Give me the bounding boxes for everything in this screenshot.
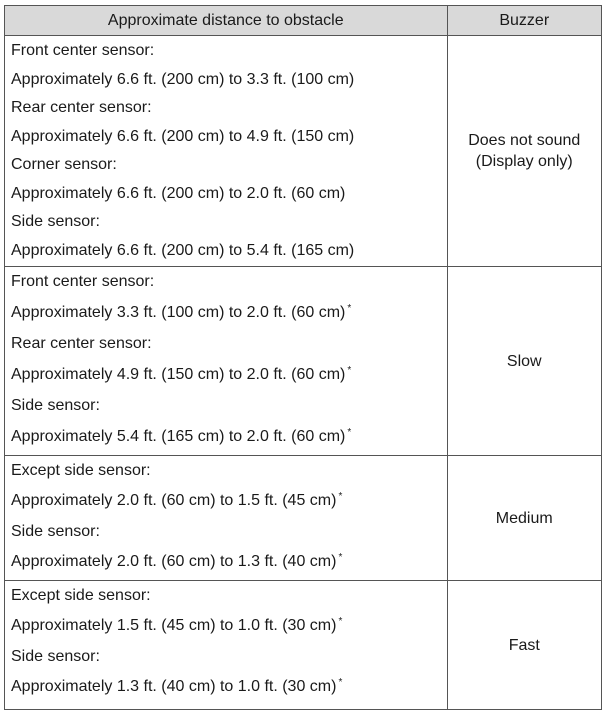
header-buzzer: Buzzer	[447, 6, 601, 36]
sensor-label: Side sensor:	[11, 522, 100, 540]
table-row	[5, 267, 602, 456]
distance-range: Approximately 4.9 ft. (150 cm) to 2.0 ft. (60 cm) *	[11, 364, 352, 383]
sensor-label: Front center sensor:	[11, 273, 155, 290]
footnote-mark: *	[338, 676, 343, 688]
distance-range: Approximately 6.6 ft. (200 cm) to 4.9 ft. (150 cm)	[11, 127, 355, 145]
footnote-mark: *	[338, 551, 343, 563]
footnote-mark: *	[338, 615, 343, 627]
footnote-mark: *	[347, 364, 352, 376]
footnote-mark: *	[338, 490, 343, 502]
sensor-label: Side sensor:	[11, 397, 100, 414]
sensor-label: Rear center sensor:	[11, 99, 152, 116]
table-row	[5, 456, 602, 581]
distance-cell	[5, 36, 448, 267]
distance-range: Approximately 3.3 ft. (100 cm) to 2.0 ft. (60 cm) *	[11, 302, 352, 321]
distance-range: Approximately 2.0 ft. (60 cm) to 1.3 ft. (40 cm) *	[11, 551, 343, 570]
footnote-mark: *	[347, 302, 352, 314]
distance-range: Approximately 2.0 ft. (60 cm) to 1.5 ft. (45 cm) *	[11, 490, 343, 509]
buzzer-cell	[447, 456, 601, 581]
buzzer-cell	[447, 267, 601, 456]
buzzer-value: Medium	[495, 509, 553, 527]
distance-range: Approximately 6.6 ft. (200 cm) to 3.3 ft. (100 cm)	[11, 70, 355, 88]
buzzer-value: Does not sound	[468, 132, 581, 149]
table-row	[5, 581, 602, 710]
distance-cell	[5, 581, 448, 710]
buzzer-cell	[447, 36, 601, 267]
header-row	[5, 6, 602, 36]
sensor-label: Corner sensor:	[11, 156, 117, 173]
distance-cell	[5, 456, 448, 581]
distance-range: Approximately 5.4 ft. (165 cm) to 2.0 ft. (60 cm) *	[11, 426, 352, 445]
sensor-label: Except side sensor:	[11, 586, 151, 604]
distance-range: Approximately 1.3 ft. (40 cm) to 1.0 ft. (30 cm) *	[11, 676, 343, 695]
buzzer-value: Slow	[506, 352, 542, 370]
table-row	[5, 36, 602, 267]
header-distance: Approximate distance to obstacle	[5, 6, 448, 36]
footnote-mark: *	[347, 426, 352, 438]
sensor-label: Except side sensor:	[11, 461, 151, 479]
buzzer-cell	[447, 581, 601, 710]
sensor-label: Side sensor:	[11, 213, 100, 230]
buzzer-value: Fast	[508, 636, 540, 654]
distance-cell	[5, 267, 448, 456]
distance-range: Approximately 6.6 ft. (200 cm) to 5.4 ft. (165 cm)	[11, 241, 355, 259]
distance-range: Approximately 6.6 ft. (200 cm) to 2.0 ft. (60 cm)	[11, 184, 346, 202]
buzzer-note: (Display only)	[475, 153, 573, 170]
distance-range: Approximately 1.5 ft. (45 cm) to 1.0 ft. (30 cm) *	[11, 615, 343, 634]
sensor-label: Front center sensor:	[11, 42, 155, 59]
distance-buzzer-table	[4, 5, 602, 710]
sensor-label: Side sensor:	[11, 647, 100, 665]
sensor-label: Rear center sensor:	[11, 335, 152, 352]
